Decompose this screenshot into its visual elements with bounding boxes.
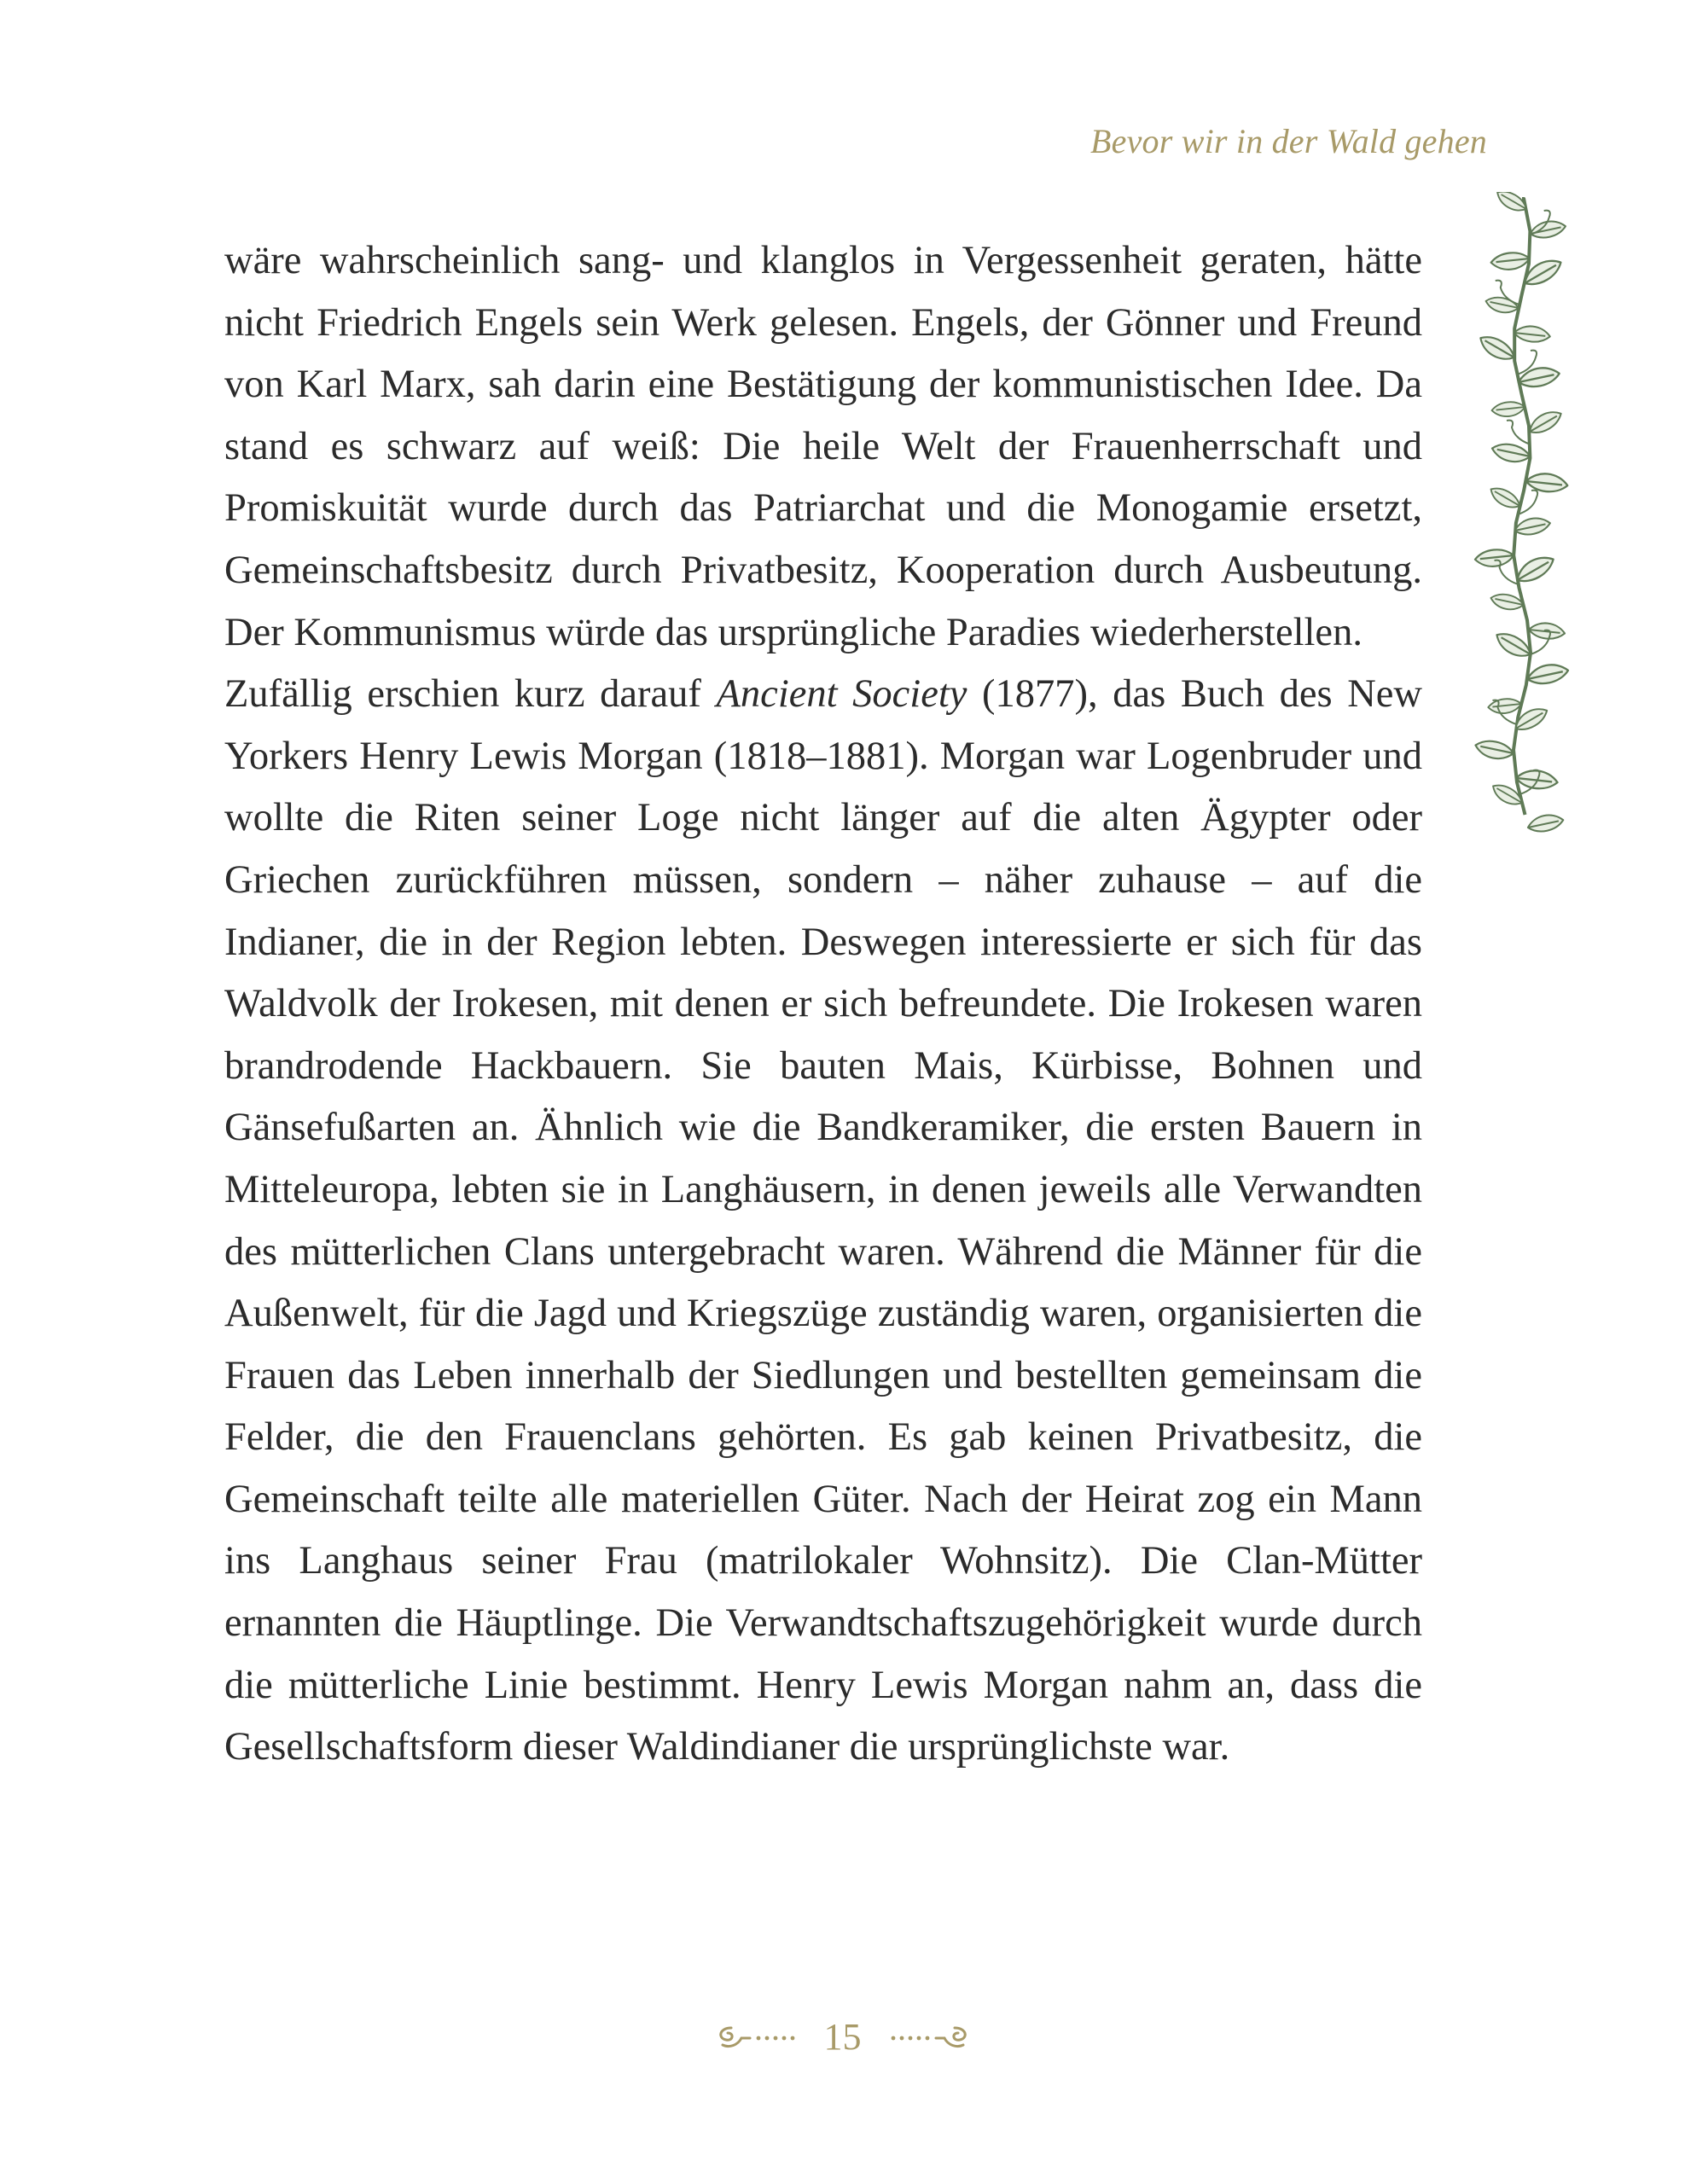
leafy-vine-icon <box>1466 192 1577 849</box>
paragraph-1: wäre wahrscheinlich sang- und klanglos in Vergessenheit geraten, hätte nicht Friedrich Engels sein Werk gelesen. Engels, der Gönner und Freund von Karl Marx, sah darin eine Bestätigung der kommunistischen Idee. Da stand es schwarz auf weiß: Die heile Welt der Frauenherrschaft und Promiskuität wurde durch das Patriarchat und die Monogamie ersetzt, Gemeinschaftsbesitz durch Privatbesitz, Kooperation durch Ausbeutung. Der Kommunismus würde das ursprüngliche Paradies wiederherstellen. <box>224 239 1422 654</box>
page-number: 15 <box>823 2015 862 2058</box>
paragraph-2-start: Zufällig erschien kurz darauf <box>224 672 717 717</box>
paragraph-2 <box>224 664 1422 1779</box>
body-text <box>224 230 1422 1779</box>
paragraph-2-rest: (1877), das Buch des New Yorkers Henry Lewis Morgan (1818–1881). Morgan war Logenbruder und wollte die Riten seiner Loge nicht länger auf die alten Ägypter oder Griechen zurückführen müssen, sondern – näher zuhause – auf die Indianer, die in der Region lebten. Deswegen interessierte er sich für das Waldvolk der Irokesen, mit denen er sich befreundete. Die Irokesen waren brandrodende Hackbauern. Sie bauten Mais, Kürbisse, Bohnen und Gänsefußarten an. Ähnlich wie die Bandkeramiker, die ersten Bauern in Mitteleuropa, lebten sie in Langhäusern, in denen jeweils alle Verwandten des mütterlichen Clans untergebracht waren. Während die Männer für die Außenwelt, für die Jagd und Kriegszüge zuständig waren, organisierten die Frauen das Leben innerhalb der Siedlungen und bestellten gemeinsam die Felder, die den Frauenclans gehörten. Es gab keinen Privatbesitz, die Gemeinschaft teilte alle materiellen Güter. Nach der Heirat zog ein Mann ins Langhaus seiner Frau (matrilokaler Wohnsitz). Die Clan-Mütter ernannten die Häuptlinge. Die Verwandtschaftszugehörigkeit wurde durch die mütterliche Linie bestimmt. Henry Lewis Morgan nahm an, dass die Gesellschaftsform dieser Waldindianer die ursprünglichste war. <box>224 672 1422 1769</box>
scroll-ornament-left-icon <box>711 2019 809 2053</box>
running-head: Bevor wir in der Wald gehen <box>1090 122 1487 160</box>
scroll-ornament-right-icon <box>877 2019 975 2053</box>
book-title: Ancient Society <box>716 672 967 717</box>
page-footer <box>0 2007 1685 2066</box>
